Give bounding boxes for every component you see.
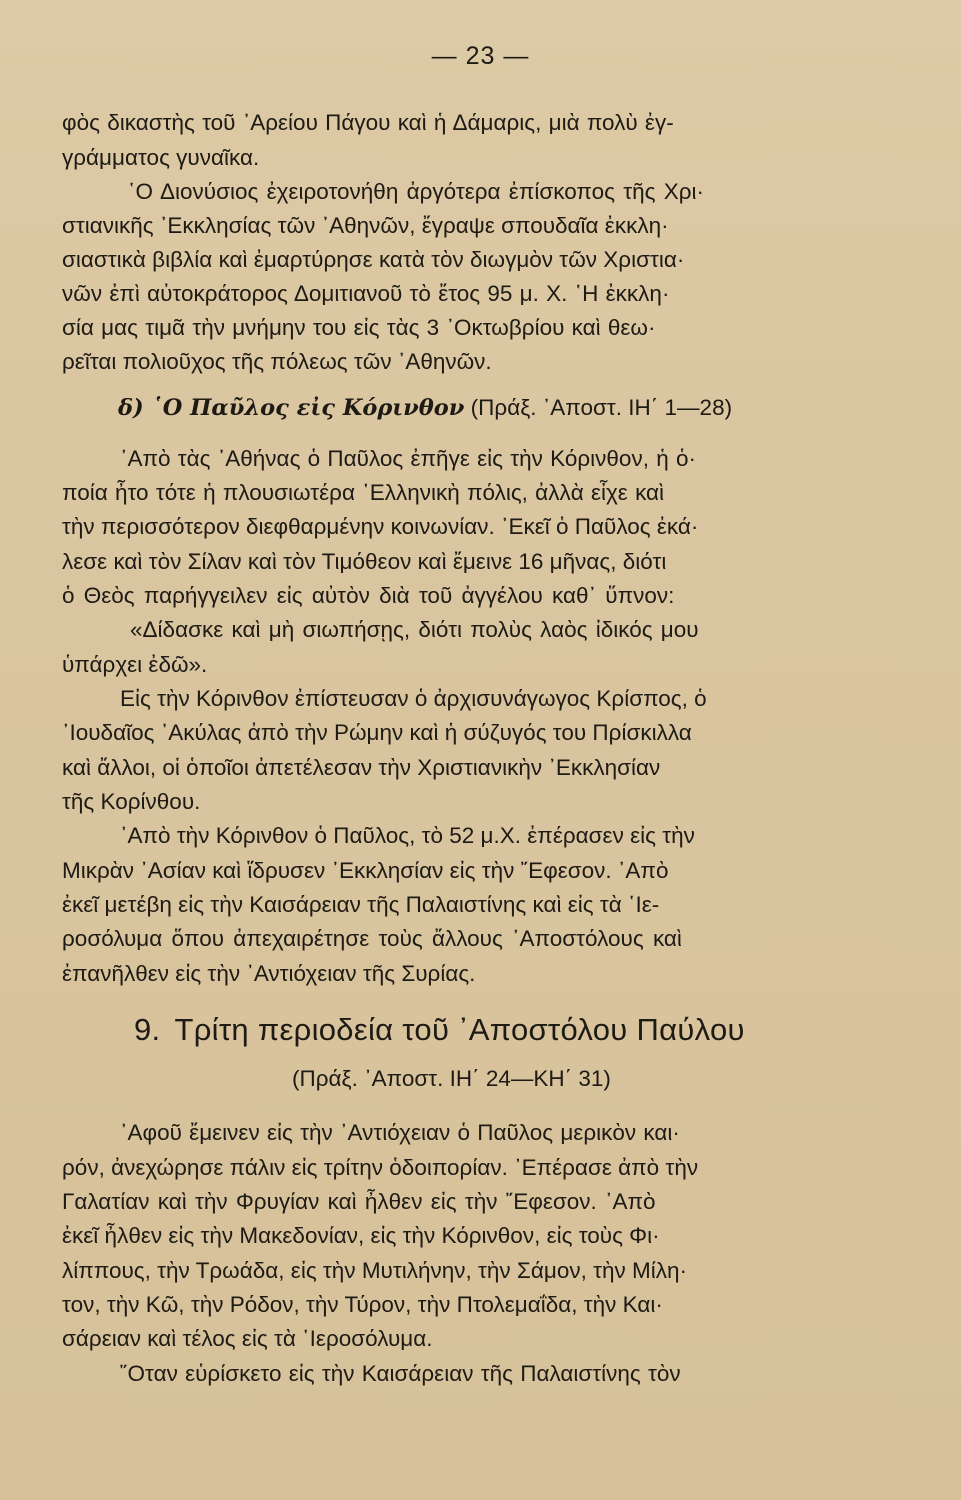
text-line: Γαλατίαν καὶ τὴν Φρυγίαν καὶ ἦλθεν εἰς τὴν ῎Εφεσον. ᾿Απὸ bbox=[62, 1189, 656, 1214]
section-9-title: Τρίτη περιοδεία τοῦ ᾿Αποστόλου Παύλου bbox=[174, 1012, 745, 1047]
text-line: ἐκεῖ ἦλθεν εἰς τὴν Μακεδονίαν, εἰς τὴν Κόρινθον, εἰς τοὺς Φι· bbox=[62, 1223, 660, 1248]
section-9-heading bbox=[134, 1012, 745, 1048]
text-line: σάρειαν καὶ τέλος εἰς τὰ ῾Ιεροσόλυμα. bbox=[62, 1326, 433, 1351]
text-line: σιαστικὰ βιβλία καὶ ἐμαρτύρησε κατὰ τὸν διωγμὸν τῶν Χριστια· bbox=[62, 247, 685, 272]
text-line: «Δίδασκε καὶ μὴ σιωπήσῃς, διότι πολὺς λαὸς ἰδικός μου bbox=[130, 617, 699, 642]
text-line: ροσόλυμα ὅπου ἀπεχαιρέτησε τοὺς ἄλλους ᾿Αποστόλους καὶ bbox=[62, 926, 682, 951]
text-line: ποία ἦτο τότε ἡ πλουσιωτέρα ῾Ελληνικὴ πόλις, ἀλλὰ εἶχε καὶ bbox=[62, 480, 665, 505]
text-line: ρεῖται πολιοῦχος τῆς πόλεως τῶν ᾿Αθηνῶν. bbox=[62, 349, 492, 374]
text-line: ἐπανῆλθεν εἰς τὴν ᾿Αντιόχειαν τῆς Συρίας. bbox=[62, 961, 476, 986]
text-line: ᾿Αφοῦ ἔμεινεν εἰς τὴν ᾿Αντιόχειαν ὁ Παῦλος μερικὸν και· bbox=[120, 1120, 680, 1145]
text-line: ᾿Απὸ τὰς ᾿Αθήνας ὁ Παῦλος ἐπῆγε εἰς τὴν Κόρινθον, ἡ ὁ· bbox=[120, 446, 696, 471]
text-line: γράμματος γυναῖκα. bbox=[62, 145, 260, 170]
text-line: ἐκεῖ μετέβη εἰς τὴν Καισάρειαν τῆς Παλαιστίνης καὶ εἰς τὰ ῾Ιε- bbox=[62, 892, 660, 917]
text-line: ρόν, ἀνεχώρησε πάλιν εἰς τρίτην ὁδοιπορίαν. ᾿Επέρασε ἀπὸ τὴν bbox=[62, 1155, 699, 1180]
section-d-label: δ) ῾Ο Παῦλος εἰς Κόρινθον bbox=[118, 395, 465, 421]
text-line: ῾Ο Διονύσιος ἐχειροτονήθη ἀργότερα ἐπίσκοπος τῆς Χρι· bbox=[128, 179, 705, 204]
text-line: λεσε καὶ τὸν Σίλαν καὶ τὸν Τιμόθεον καὶ ἔμεινε 16 μῆνας, διότι bbox=[62, 549, 667, 574]
text-line: στιανικῆς ᾿Εκκλησίας τῶν ᾿Αθηνῶν, ἔγραψε σπουδαῖα ἐκκλη· bbox=[62, 213, 669, 238]
text-line: φὸς δικαστὴς τοῦ ᾿Αρείου Πάγου καὶ ἡ Δάμαρις, μιὰ πολὺ ἐγ- bbox=[62, 110, 674, 135]
text-line: τον, τὴν Κῶ, τὴν Ρόδον, τὴν Τύρον, τὴν Πτολεμαΐδα, τὴν Και· bbox=[62, 1292, 663, 1317]
page-number: — 23 — bbox=[431, 42, 530, 70]
text-line: ᾿Απὸ τὴν Κόρινθον ὁ Παῦλος, τὸ 52 μ.Χ. ἐπέρασεν εἰς τὴν bbox=[120, 823, 695, 848]
text-line: σία μας τιμᾶ τὴν μνήμην του εἰς τὰς 3 ᾿Οκτωβρίου καὶ θεω· bbox=[62, 315, 656, 340]
text-line: τὴν περισσότερον διεφθαρμένην κοινωνίαν. ᾿Εκεῖ ὁ Παῦλος ἐκά· bbox=[62, 514, 699, 539]
text-line: ῞Οταν εὑρίσκετο εἰς τὴν Καισάρειαν τῆς Παλαιστίνης τὸν bbox=[120, 1361, 681, 1386]
text-line: ᾿Ιουδαῖος ᾿Ακύλας ἀπὸ τὴν Ρώμην καὶ ἡ σύζυγός του Πρίσκιλλα bbox=[62, 720, 692, 745]
text-line: λίππους, τὴν Τρωάδα, εἰς τὴν Μυτιλήνην, τὴν Σάμον, τὴν Μίλη· bbox=[62, 1258, 687, 1283]
section-d-reference: (Πράξ. ᾿Αποστ. ΙΗ΄ 1—28) bbox=[464, 395, 733, 420]
text-line: νῶν ἐπὶ αὐτοκράτορος Δομιτιανοῦ τὸ ἔτος 95 μ. Χ. ῾Η ἐκκλη· bbox=[62, 281, 670, 306]
text-line: Μικρὰν ᾿Ασίαν καὶ ἵδρυσεν ᾿Εκκλησίαν εἰς τὴν ῎Εφεσον. ᾿Απὸ bbox=[62, 858, 669, 883]
text-line: καὶ ἄλλοι, οἱ ὁποῖοι ἀπετέλεσαν τὴν Χριστιανικὴν ᾿Εκκλησίαν bbox=[62, 755, 661, 780]
section-9-reference: (Πράξ. ᾿Αποστ. ΙΗ΄ 24—ΚΗ΄ 31) bbox=[292, 1066, 611, 1091]
text-line: τῆς Κορίνθου. bbox=[62, 789, 201, 814]
text-line: ὑπάρχει ἐδῶ». bbox=[62, 652, 208, 677]
text-line: Εἰς τὴν Κόρινθον ἐπίστευσαν ὁ ἀρχισυνάγωγος Κρίσπος, ὁ bbox=[120, 686, 707, 711]
section-9-number: 9. bbox=[134, 1012, 161, 1047]
section-d-heading bbox=[118, 393, 732, 423]
text-line: ὁ Θεὸς παρήγγειλεν εἰς αὐτὸν διὰ τοῦ ἀγγέλου καθ᾿ ὕπνον: bbox=[62, 583, 675, 608]
